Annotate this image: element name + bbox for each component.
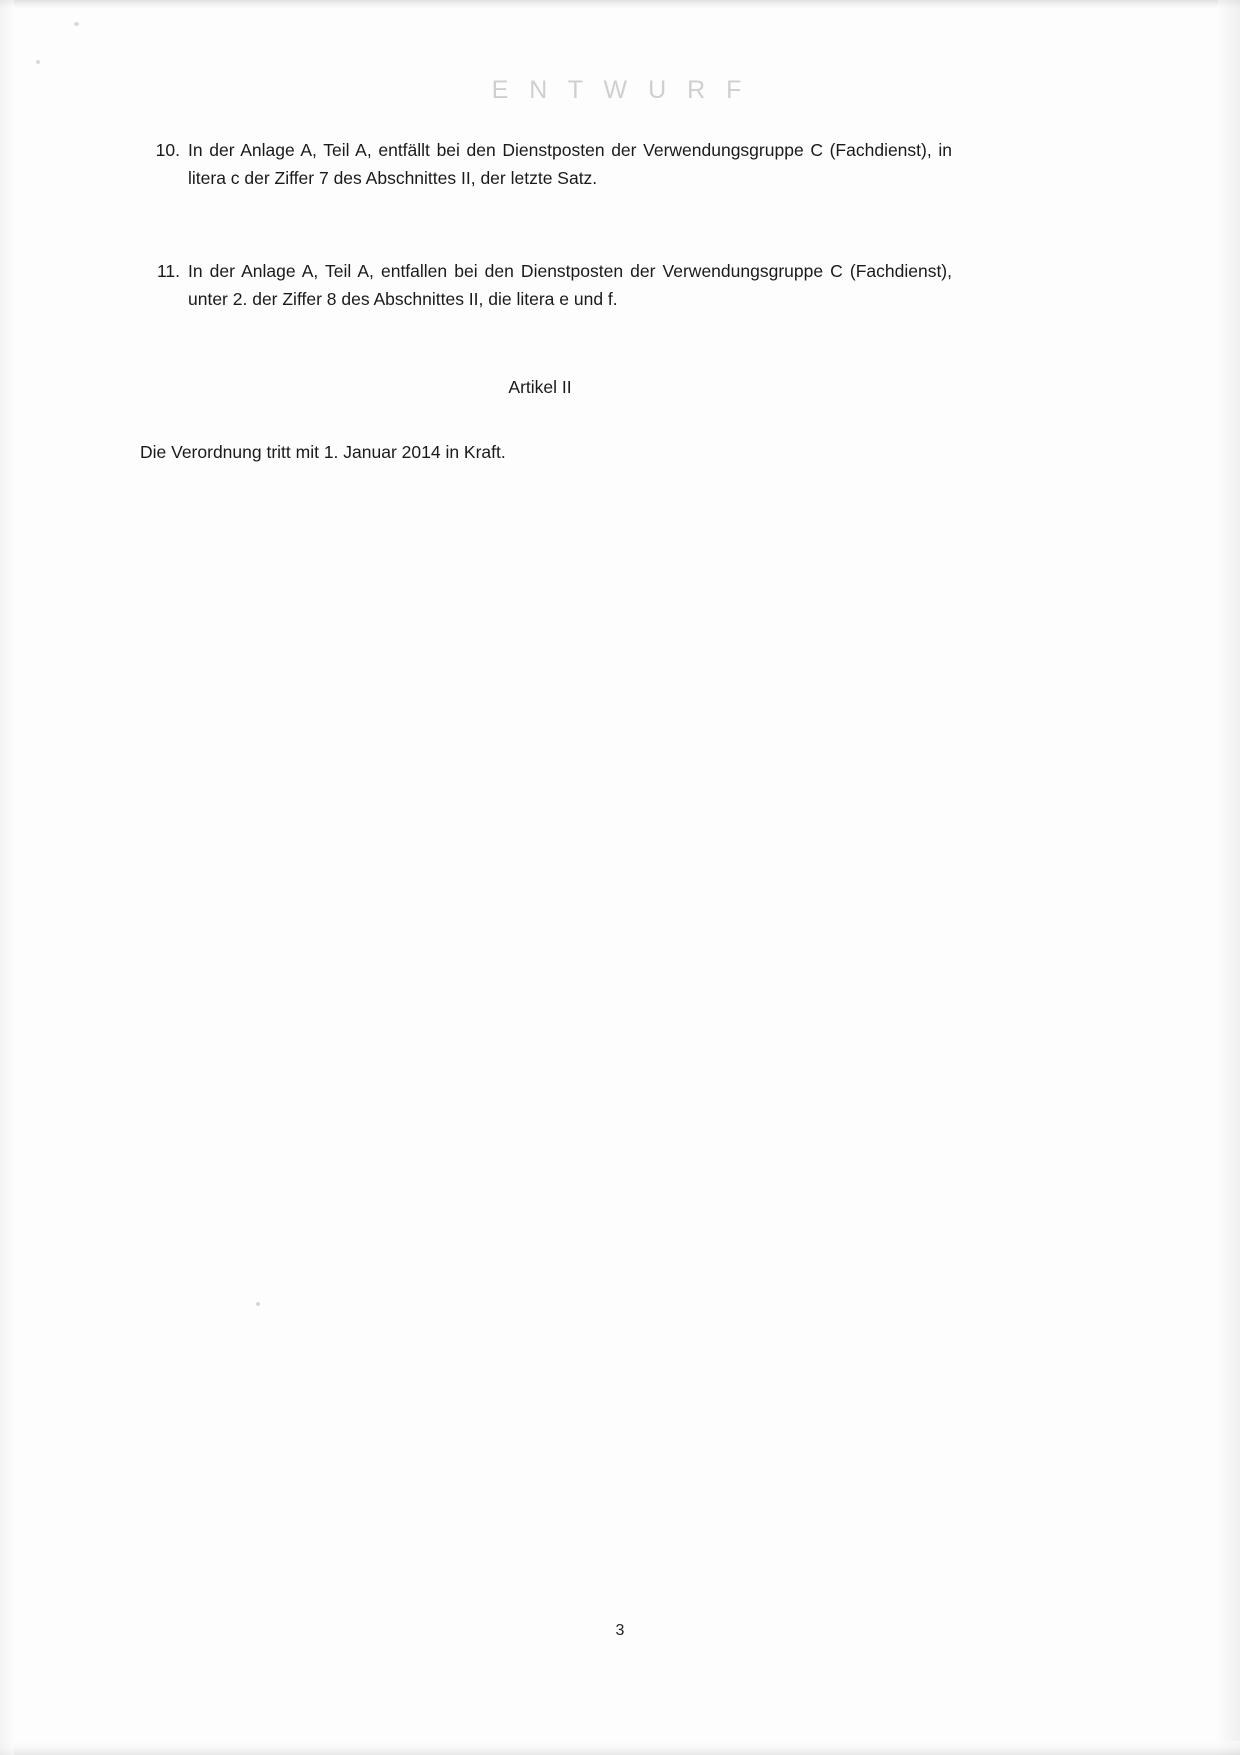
- scan-edge-left: [0, 0, 14, 1755]
- document-body: [142, 136, 952, 466]
- scan-edge-top: [0, 0, 1240, 9]
- page-number: 3: [615, 1622, 625, 1639]
- list-item-number: 10.: [155, 140, 180, 160]
- list-item: [142, 257, 952, 314]
- scan-speck: [256, 1302, 260, 1306]
- article-heading: Artikel II: [508, 377, 572, 398]
- list-item-text: In der Anlage A, Teil A, entfallen bei den Dienstposten der Verwendungsgruppe C (Fachdienst), unter 2. der Ziffer 8 des Abschnittes II, die litera e und f.: [188, 260, 952, 310]
- list-item: [142, 136, 952, 193]
- scan-speck: [36, 60, 40, 64]
- list-item-number: 11.: [156, 260, 180, 281]
- closing-paragraph: Die Verordnung tritt mit 1. Januar 2014 in Kraft.: [140, 442, 506, 463]
- scan-edge-bottom: [0, 1741, 1240, 1755]
- scan-speck: [74, 22, 79, 26]
- scan-edge-right: [1218, 0, 1240, 1755]
- draft-watermark: E N T W U R F: [491, 76, 749, 104]
- list-item-text: In der Anlage A, Teil A, entfällt bei den Dienstposten der Verwendungsgruppe C (Fachdienst), in litera c der Ziffer 7 des Abschnittes II, der letzte Satz.: [188, 140, 952, 189]
